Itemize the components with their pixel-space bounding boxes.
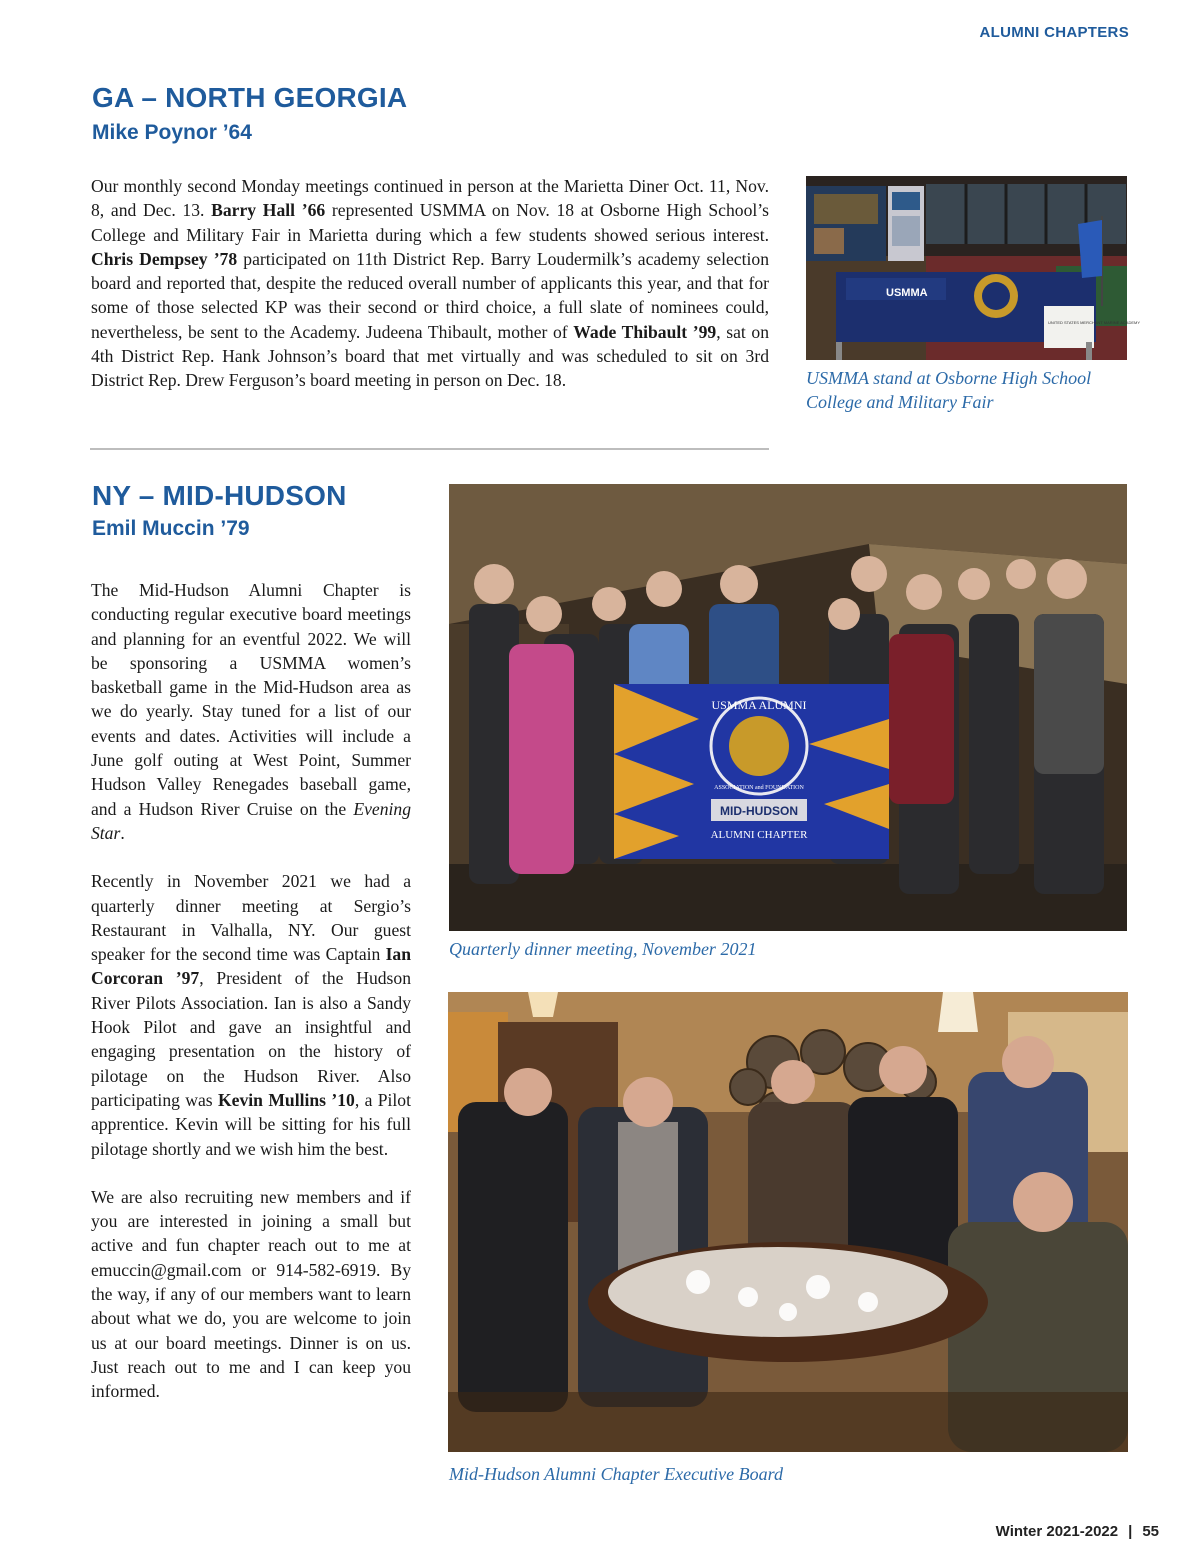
ga-section-author: Mike Poynor ’64 [92,121,252,144]
group-with-flag-illustration [449,484,1127,931]
issue-label: Winter 2021-2022 [995,1523,1119,1540]
flag-bottom-text: ALUMNI CHAPTER [710,829,808,841]
text-run: Our monthly second Monday meetings continued in person at the Marietta Diner Oct. 11, Nov. 8, and Dec. 13. [91,176,769,221]
text-run: , a Pilot apprentice. Kevin will be sitting for his full pilotage shortly and we wish him the best. [91,1089,411,1159]
member-name: Ian Corcoran ’97 [91,944,411,989]
ny-paragraph-3: We are also recruiting new members and if you are interested in joining a small but active and fun chapter reach out to me at emuccin@gmail.com or 914-582-6919. By the way, if any of our members want to learn about what we do, you are welcome to join us at our board meetings. Dinner is on us. Just reach out to me and I can keep you informed. [91,1186,411,1402]
member-name: Barry Hall ’66 [211,200,326,221]
quarterly-dinner-photo [449,484,1127,931]
ny-photo2-caption: Mid-Hudson Alumni Chapter Executive Board [449,1464,783,1484]
member-name: Kevin Mullins ’10 [218,1089,355,1110]
ny-photo1-caption: Quarterly dinner meeting, November 2021 [449,939,757,959]
text-run: participated on 11th District Rep. Barry Loudermilk’s academy selection board and reported that, despite the reduced overall number of applicants this year, and that for some of those selected KP was their second or third choice, a full slate of nominees could, nevertheless, be sent to the Academy. Judeena Thibault, mother of [91,248,769,342]
text-run: represented USMMA on Nov. 18 at Osborne High School’s College and Military Fair in Marietta during which a few students showed serious interest. [91,200,769,245]
flag-panel-text: MID-HUDSON [720,804,798,818]
ny-body [91,578,411,1428]
usmma-stand-photo [806,176,1141,360]
usmma-stand-illustration [806,176,1141,360]
banner-text: USMMA [886,287,928,299]
boat-name: Evening Star [91,798,411,843]
member-name: Chris Dempsey ’78 [91,248,238,269]
ny-section-title: NY – MID-HUDSON [92,480,347,511]
text-run: . [120,822,125,843]
page-footer [996,1523,1159,1540]
ny-paragraph-1 [91,578,411,845]
ny-section-author: Emil Muccin ’79 [92,517,250,540]
section-divider [90,448,769,450]
board-dinner-illustration [448,992,1128,1452]
page-number: 55 [1142,1523,1159,1540]
footer-separator: | [1128,1523,1133,1540]
flag-ring-text: ASSOCIATION and FOUNDATION [714,785,804,791]
member-name: Wade Thibault ’99 [573,321,717,342]
executive-board-photo [448,992,1128,1452]
ga-body [91,174,769,417]
text-run: Recently in November 2021 we had a quarterly dinner meeting at Sergio’s Restaurant in Valhalla, NY. Our guest speaker for the second time was Captain [91,871,411,965]
text-run: , President of the Hudson River Pilots Association. Ian is also a Sandy Hook Pilot and gave an insightful and engaging presentation on the history of pilotage on the Hudson River. Also participating was [91,968,411,1110]
flag-top-text: USMMA ALUMNI [711,698,807,712]
ga-photo-caption: USMMA stand at Osborne High School College and Military Fair [806,368,1092,412]
ga-paragraph [91,174,769,393]
card-text: UNITED STATES MERCHANT MARINE ACADEMY [1048,320,1141,325]
text-run: , sat on 4th District Rep. Hank Johnson’s board that met virtually and was scheduled to sit on 3rd District Rep. Drew Ferguson’s board meeting in person on Dec. 18. [91,321,769,391]
ga-section-title: GA – NORTH GEORGIA [92,82,408,113]
section-tag: ALUMNI CHAPTERS [979,24,1129,41]
ny-paragraph-2 [91,869,411,1161]
text-run: The Mid-Hudson Alumni Chapter is conducting regular executive board meetings and planning for an eventful 2022. We will be sponsoring a USMMA women’s basketball game in the Mid-Hudson area as we do yearly. Stay tuned for a list of our events and dates. Activities will include a June golf outing at West Point, Summer Hudson Valley Renegades baseball game, and a Hudson River Cruise on the [91,580,411,819]
